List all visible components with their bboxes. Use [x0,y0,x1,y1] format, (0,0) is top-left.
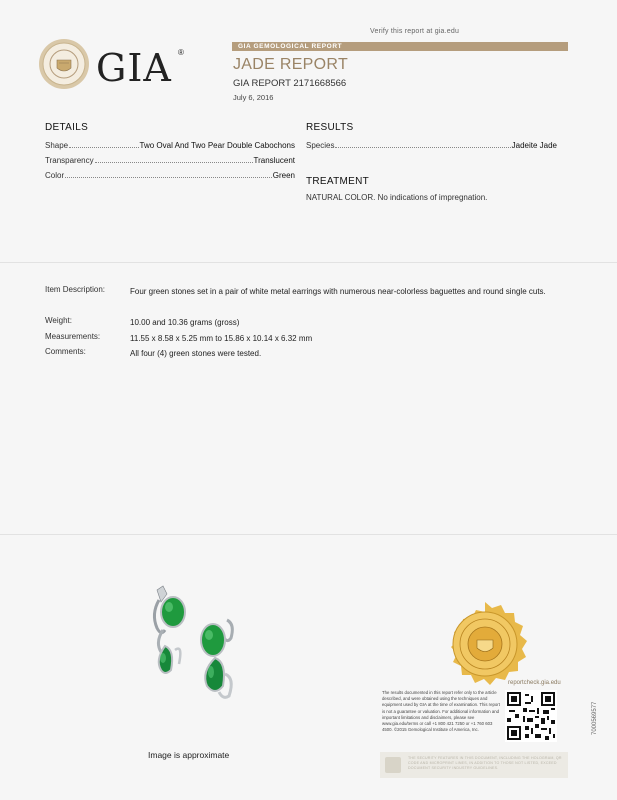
treatment-heading: TREATMENT [306,176,370,187]
report-number: GIA REPORT 2171668566 [233,78,347,89]
disclaimer-text: The results documented in this report refer only to the article described, and were obtained using the techniques and equipment used by GIA at the time of examination. This report is not a guarantee or valuation. For additional information and important limitations and disclaimers, please see www.gia.edu/terms or call +1 800 421 7250 or +1 760 603 4500. ©2015 Gemological Institute of America, Inc. [382,690,500,733]
leader-dots [65,177,272,178]
desc-row-weight [45,316,555,330]
color-value: Green [272,171,295,180]
item-description-label: Item Description: [45,285,106,294]
weight-label: Weight: [45,316,72,325]
side-serial-number: 7000569577 [592,701,598,735]
transparency-label: Transparency [45,156,94,165]
color-label: Color [45,171,65,180]
desc-row-measurements [45,332,555,346]
earrings-image [135,580,250,715]
results-heading: RESULTS [306,122,354,133]
registered-mark: ® [178,48,184,57]
desc-row-item [45,285,555,315]
leader-dots [69,147,138,148]
shape-value: Two Oval And Two Pear Double Cabochons [139,141,295,150]
species-value: Jadeite Jade [511,141,557,150]
species-label: Species [306,141,335,150]
report-date: July 6, 2016 [233,93,274,102]
weight-value: 10.00 and 10.36 grams (gross) [130,318,240,327]
right-earring [201,620,232,697]
shape-label: Shape [45,141,69,150]
report-title: JADE REPORT [233,56,349,73]
fold-line-bottom [0,534,617,535]
image-caption: Image is approximate [148,750,230,760]
desc-row-comments [45,347,555,361]
measurements-value: 11.55 x 8.58 x 5.25 mm to 15.86 x 10.14 x 6.32 mm [130,334,313,343]
security-text: THE SECURITY FEATURES IN THIS DOCUMENT, INCLUDING THE HOLOGRAM, QR CODE AND MICROPRINT LINES, IN ADDITION TO THOSE NOT LISTED, EXCEED DOCUMENT SECURITY INDUSTRY GUIDELINES. [408,756,562,770]
verify-text: Verify this report at gia.edu [370,28,460,35]
details-row-shape [45,141,295,150]
hologram-seal-icon [440,600,530,690]
treatment-text: NATURAL COLOR. No indications of impregnation. [306,193,488,202]
details-row-transparency [45,156,295,165]
reportcheck-link[interactable]: reportcheck.gia.edu [508,680,561,686]
gia-logo-text: GIA [96,46,172,90]
comments-value: All four (4) green stones were tested. [130,349,262,358]
gia-seal-icon [38,38,90,90]
details-row-color [45,171,295,180]
leader-dots [95,162,253,163]
item-description-value: Four green stones set in a pair of white metal earrings with numerous near-colorless baguettes and round single cuts. [130,287,546,296]
measurements-label: Measurements: [45,332,101,341]
qr-code-icon[interactable] [505,690,557,742]
comments-label: Comments: [45,347,86,356]
lock-icon [385,757,401,773]
results-row-species [306,141,557,150]
transparency-value: Translucent [253,156,295,165]
details-heading: DETAILS [45,122,89,133]
fold-line-top [0,262,617,263]
report-bar-label: GIA GEMOLOGICAL REPORT [238,43,343,50]
left-earring [154,586,185,673]
leader-dots [335,147,510,148]
